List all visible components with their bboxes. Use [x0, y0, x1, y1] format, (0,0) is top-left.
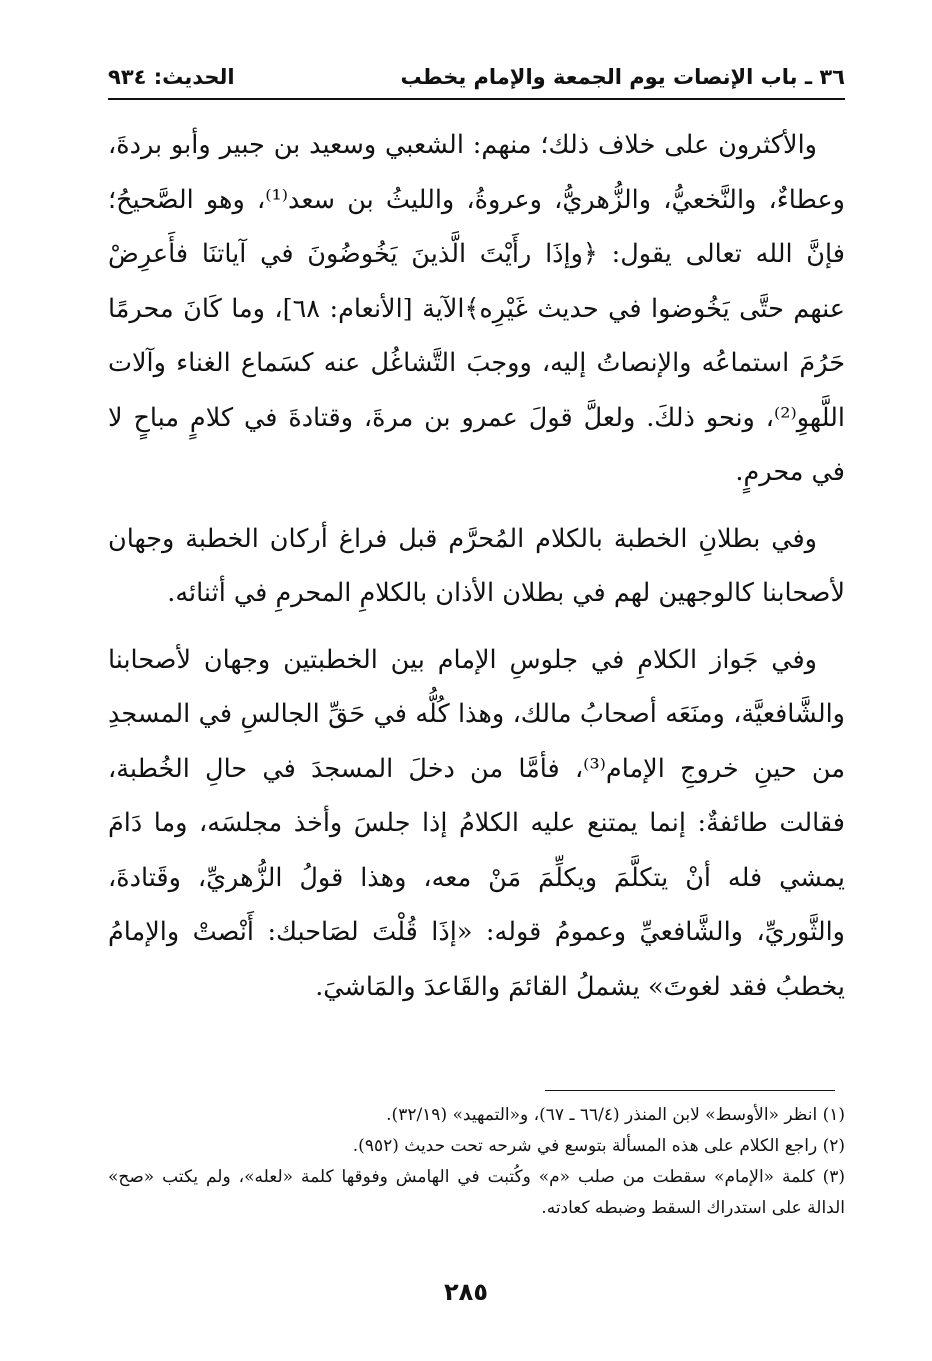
page-number: ٢٨٥ [444, 1278, 488, 1306]
main-text [108, 118, 845, 1026]
chapter-title: ٣٦ ـ باب الإنصات يوم الجمعة والإمام يخطب [400, 65, 845, 89]
footnote-divider [545, 1090, 835, 1091]
paragraph-3: وفي جَواز الكلامِ في جلوسِ الإمام بين الخطبتين وجهان لأصحابنا والشَّافعيَّة، ومنَعَه أصحابُ مالك، وهذا كُلُّه في حَقِّ الجالسِ في المسجدِ من حينِ خروجِ الإمام⁽³⁾، فأمَّا من دخلَ المسجدَ في حالِ الخُطبة، فقالت طائفةٌ: إنما يمتنع عليه الكلامُ إذا جلسَ وأخذ مجلسَه، وما دَامَ يمشي فله أنْ يتكلَّمَ ويكلِّمَ مَنْ معه، وهذا قولُ الزُّهريِّ، وقَتادةَ، والثَّوريِّ، والشَّافعيِّ وعمومُ قوله: «إذَا قُلْتَ لصَاحبك: أَنْصتْ والإمامُ يخطبُ فقد لغوتَ» يشملُ القائمَ والقَاعدَ والمَاشيَ. [108, 644, 845, 1002]
running-header [108, 60, 845, 94]
header-divider [108, 98, 845, 100]
footnote-2: (٢) راجع الكلام على هذه المسألة بتوسع في شرحه تحت حديث (٩٥٢). [352, 1136, 845, 1156]
footnotes [108, 1100, 845, 1224]
footnote-1: (١) انظر «الأوسط» لابن المنذر (٦٦/٤ ـ ٦٧)، و«التمهيد» (٣٢/١٩). [386, 1105, 845, 1125]
paragraph-1: والأكثرون على خلاف ذلك؛ منهم: الشعبي وسعيد بن جبير وأبو بردةَ، وعطاءٌ، والنَّخعيُّ، والزُّهريُّ، وعروةُ، والليثُ بن سعد⁽¹⁾، وهو الصَّحيحُ؛ فإنَّ الله تعالى يقول: ﴿وإذَا رأَيْتَ الَّذينَ يَخُوضُونَ في آياتنَا فأَعرِضْ عنهم حتَّى يَخُوضوا في حديث غَيْرِه﴾الآية [الأنعام: ٦٨]، وما كَانَ محرمًا حَرُمَ استماعُه والإنصاتُ إليه، ووجبَ التَّشاغُل عنه كسَماع الغناء وآلات اللَّهوِ⁽²⁾، ونحو ذلكَ. ولعلَّ قولَ عمرو بن مرةَ، وقتادةَ في كلامٍ مباحٍ لا في محرمٍ. [108, 130, 845, 487]
hadith-number: الحديث: ٩٣٤ [108, 65, 235, 89]
footnote-3: (٣) كلمة «الإمام» سقطت من صلب «م» وكُتبت في الهامش وفوقها كلمة «لعله»، ولم يكتب «صح» الدالة على استدراك السقط وضبطه كعادته. [108, 1167, 845, 1218]
paragraph-2: وفي بطلانِ الخطبة بالكلام المُحرَّم قبل فراغ أركان الخطبة وجهان لأصحابنا كالوجهين لهم في بطلان الأذان بالكلامِ المحرمِ في أثنائه. [108, 523, 845, 608]
